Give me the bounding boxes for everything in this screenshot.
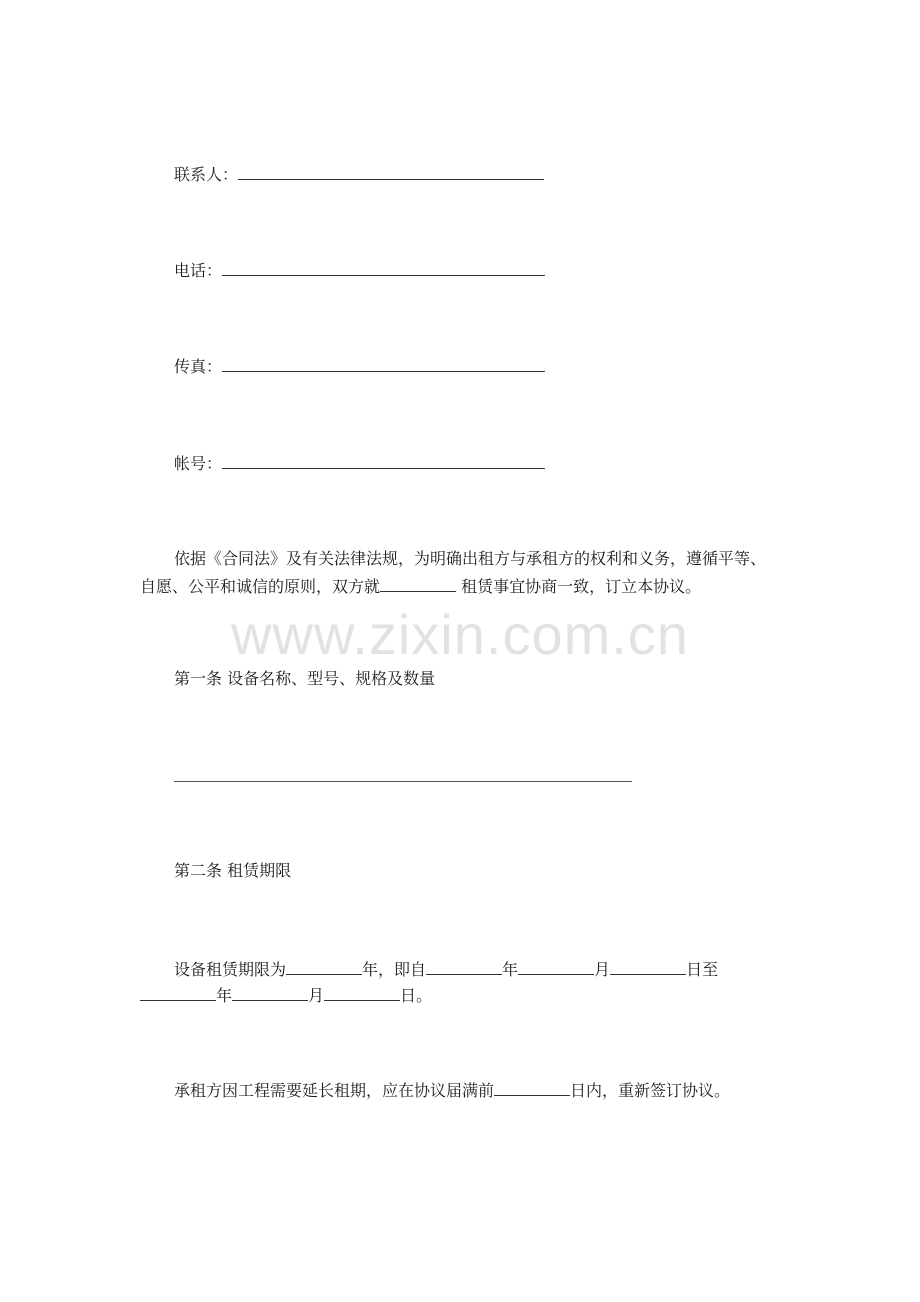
fax-label: 传真： [174,357,223,376]
term-text-a: 设备租赁期限为 [174,960,287,979]
lease-subject-blank[interactable] [380,572,456,592]
fax-row [174,352,545,380]
term-text-f: 年 [216,986,233,1005]
intro-text-b: 租赁事宜协商一致，订立本协议。 [456,577,702,596]
contact-person-row [174,160,544,188]
contact-person-label: 联系人： [174,165,239,184]
intro-line-1: 依据《合同法》及有关法律法规，为明确出租方与承租方的权利和义务，遵循平等、 [174,549,767,568]
term-text-d: 月 [594,960,611,979]
start-month-blank[interactable] [518,955,594,975]
term-years-blank[interactable] [286,955,362,975]
article-1-heading: 第一条 设备名称、型号、规格及数量 [174,669,436,688]
lease-term-line-2 [140,981,432,1009]
phone-row [174,256,545,284]
intro-line-2 [140,572,701,600]
end-month-blank[interactable] [232,981,308,1001]
fax-blank[interactable] [222,352,545,372]
account-label: 帐号： [174,454,223,473]
equipment-details-blank[interactable] [174,781,632,782]
end-year-blank[interactable] [140,981,216,1001]
term-text-c: 年 [502,960,519,979]
account-blank[interactable] [222,449,545,469]
watermark: www.zixin.com.cn [231,603,689,666]
start-year-blank[interactable] [426,955,502,975]
term-text-e: 日至 [686,960,719,979]
phone-label: 电话： [174,261,223,280]
term-text-h: 日。 [400,986,433,1005]
extension-text-b: 日内，重新签订协议。 [570,1081,731,1100]
account-row [174,449,545,477]
extension-days-blank[interactable] [494,1076,570,1096]
lease-term-line-1 [174,955,718,983]
article-2-heading: 第二条 租赁期限 [174,861,292,880]
end-day-blank[interactable] [324,981,400,1001]
phone-blank[interactable] [222,256,545,276]
intro-text-a: 自愿、公平和诚信的原则，双方就 [140,577,381,596]
term-text-b: 年，即自 [362,960,427,979]
extension-text-a: 承租方因工程需要延长租期，应在协议届满前 [174,1081,495,1100]
start-day-blank[interactable] [610,955,686,975]
term-text-g: 月 [308,986,325,1005]
extension-clause [174,1076,730,1104]
contact-person-blank[interactable] [238,160,544,180]
